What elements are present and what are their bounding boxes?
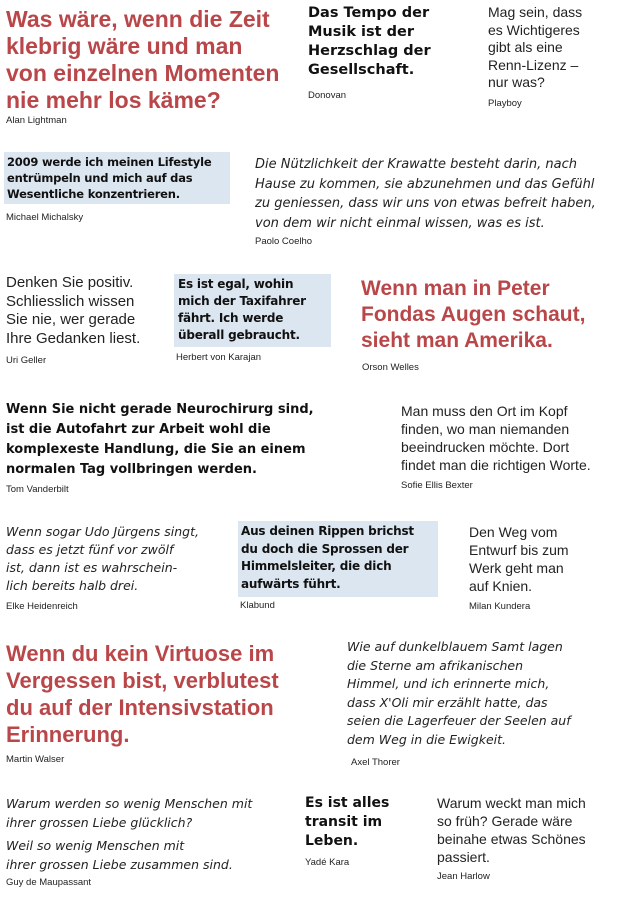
quote-line: lich bereits halb drei. [6, 578, 139, 593]
author-geller: Uri Geller [6, 355, 47, 366]
quote-line: ihrer grossen Liebe zusammen sind. [6, 856, 233, 872]
quote-line: entrümpeln und mich auf das [7, 171, 193, 185]
quote-line: von einzelnen Momenten [6, 60, 280, 86]
quote-line: Musik ist der [308, 24, 414, 40]
quote-line: klebrig wäre und man [6, 33, 243, 59]
quote-heidenreich [6, 523, 199, 595]
quote-geller [6, 274, 140, 348]
quote-line: Gesellschaft. [308, 62, 415, 78]
quote-line: Vergessen bist, verblutest [6, 668, 279, 693]
quote-line: beeindrucken möchte. Dort [401, 439, 570, 455]
quote-line: Die Nützlichkeit der Krawatte besteht darin, nach [255, 157, 577, 172]
quote-line: ist, dann ist es wahrschein- [6, 560, 178, 575]
quote-line: finden, wo man niemanden [401, 421, 570, 437]
quote-line: Denken Sie positiv. [6, 274, 134, 291]
quote-line: Himmel, und ich erinnerte mich, [347, 676, 550, 691]
author-welles: Orson Welles [362, 362, 419, 373]
quote-line: Warum werden so wenig Menschen mit [6, 796, 253, 811]
author-vanderbilt: Tom Vanderbilt [6, 484, 69, 495]
quote-walser [6, 640, 279, 748]
quote-line: 2009 werde ich meinen Lifestyle [7, 155, 212, 169]
author-lightman: Alan Lightman [6, 115, 67, 126]
quote-line: Renn-Lizenz – [488, 56, 579, 73]
quote-line: Aus deinen Rippen brichst [241, 524, 414, 538]
quote-vanderbilt [6, 400, 314, 480]
quote-lightman [6, 6, 279, 114]
author-maupassant: Guy de Maupassant [6, 877, 92, 888]
quote-line: aufwärts führt. [241, 576, 341, 591]
author-harlow: Jean Harlow [437, 871, 490, 882]
quote-line: Warum weckt man mich [437, 795, 586, 811]
quote-line: Schliesslich wissen [6, 292, 135, 310]
quote-line: Wie auf dunkelblauem Samt lagen [347, 639, 563, 654]
quote-line: Entwurf bis zum [469, 542, 569, 558]
quote-line: fährt. Ich werde [178, 311, 284, 325]
quote-line: Wenn sogar Udo Jürgens singt, [6, 524, 199, 539]
quote-line: mich der Taxifahrer [178, 294, 306, 308]
quote-line: Leben. [305, 833, 359, 849]
quote-line: Herzschlag der [308, 43, 431, 59]
quote-michalsky [4, 152, 230, 204]
quote-line: findet man die richtigen Worte. [401, 457, 591, 473]
quote-line: von dem wir nicht einmal wissen, was es ist. [255, 215, 545, 231]
quote-line: gibt als eine [488, 39, 563, 55]
quote-donovan [308, 4, 431, 80]
quote-line: dem Weg in die Ewigkeit. [347, 731, 506, 747]
author-kara: Yadé Kara [305, 857, 350, 868]
quote-line: Hause zu kommen, sie abzunehmen und das Gefühl [255, 176, 595, 192]
quote-line: die Sterne am afrikanischen [347, 657, 524, 673]
quote-line: Himmelsleiter, die dich [241, 559, 392, 573]
author-klabund: Klabund [240, 600, 275, 611]
quote-line: Was wäre, wenn die Zeit [6, 6, 270, 32]
quote-line: Den Weg vom [469, 524, 558, 540]
quote-line: Erinnerung. [6, 722, 130, 747]
quote-playboy [488, 4, 582, 92]
quote-line: so früh? Gerade wäre [437, 813, 573, 829]
quote-line: Wenn man in Peter [361, 277, 550, 300]
quote-kundera [469, 523, 569, 595]
author-walser: Martin Walser [6, 754, 65, 765]
quote-line: Ihre Gedanken liest. [6, 329, 141, 347]
quote-maupassant [6, 795, 252, 874]
quote-line: auf Knien. [469, 578, 533, 594]
quote-line: du doch die Sprossen der [241, 541, 409, 556]
quote-line: Sie nie, wer gerade [6, 311, 136, 328]
quote-line: Man muss den Ort im Kopf [401, 403, 568, 419]
quote-line: seien die Lagerfeuer der Seelen auf [347, 713, 571, 728]
quote-thorer [347, 638, 571, 749]
quote-line: Wesentliche konzentrieren. [7, 187, 180, 201]
quote-line: nie mehr los käme? [6, 87, 221, 113]
quote-line: beinahe etwas Schönes [437, 831, 586, 847]
quote-line: komplexeste Handlung, die Sie an einem [6, 442, 306, 457]
quote-karajan [174, 274, 331, 347]
author-donovan: Donovan [308, 90, 347, 101]
author-heidenreich: Elke Heidenreich [6, 601, 78, 612]
quote-line: Mag sein, dass [488, 4, 583, 20]
author-bexter: Sofie Ellis Bexter [401, 480, 473, 491]
quote-line: zu geniessen, dass wir uns von etwas befreit haben, [255, 196, 596, 211]
author-thorer: Axel Thorer [351, 757, 400, 768]
author-karajan: Herbert von Karajan [176, 352, 262, 363]
quote-line: dass X'Oli mir erzählt hatte, das [347, 694, 548, 710]
quote-line: überall gebraucht. [178, 328, 300, 342]
quote-line: Wenn du kein Virtuose im [6, 641, 275, 666]
author-coelho: Paolo Coelho [255, 236, 313, 247]
quote-line: du auf der Intensivstation [6, 695, 274, 720]
author-playboy: Playboy [488, 98, 522, 109]
quote-line: transit im [305, 814, 383, 830]
author-kundera: Milan Kundera [469, 601, 531, 612]
quote-line: es Wichtigeres [488, 21, 580, 38]
quote-welles [361, 276, 585, 354]
quote-bexter [401, 402, 591, 474]
quote-klabund [238, 521, 438, 597]
quote-line: Es ist alles [305, 795, 390, 811]
author-michalsky: Michael Michalsky [6, 212, 84, 223]
quote-line: Fondas Augen schaut, [361, 303, 586, 326]
quote-line: Es ist egal, wohin [178, 277, 294, 291]
quote-line: dass es jetzt fünf vor zwölf [6, 542, 174, 557]
quote-harlow [437, 794, 586, 866]
quote-kara [305, 794, 389, 851]
quote-line: Weil so wenig Menschen mit [6, 838, 185, 853]
quote-line: passiert. [437, 849, 490, 865]
quote-coelho [255, 155, 596, 233]
quote-line: Wenn Sie nicht gerade Neurochirurg sind, [6, 402, 314, 417]
quote-line: nur was? [488, 74, 545, 90]
quote-line: Das Tempo der [308, 5, 430, 21]
quote-line: ist die Autofahrt zur Arbeit wohl die [6, 422, 271, 437]
quote-line: normalen Tag vollbringen werden. [6, 462, 257, 477]
quote-line: sieht man Amerika. [361, 329, 553, 352]
quote-line: ihrer grossen Liebe glücklich? [6, 814, 193, 830]
quote-line: Werk geht man [469, 560, 564, 576]
